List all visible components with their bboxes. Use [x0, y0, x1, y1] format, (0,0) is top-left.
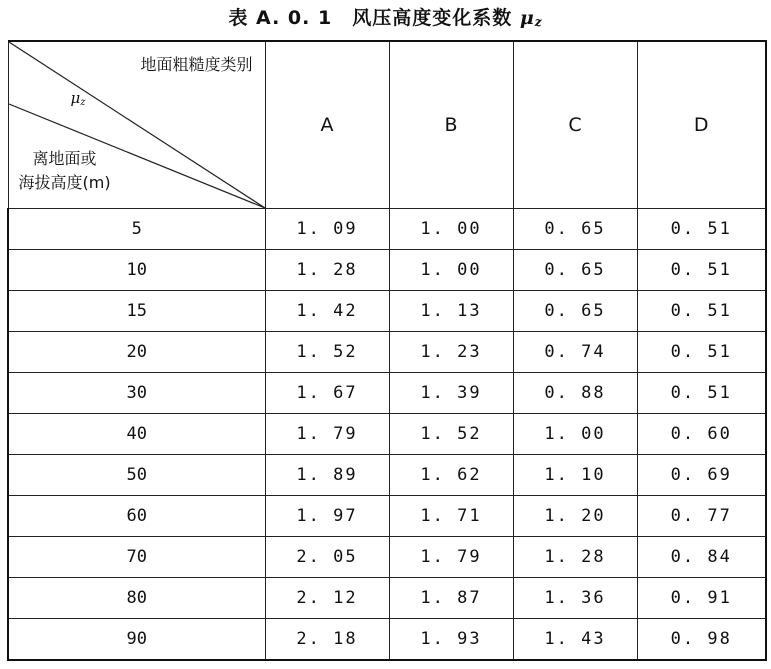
height-cell: 60 [8, 496, 265, 537]
value-cell-c: 1. 28 [513, 537, 637, 578]
value-cell-a: 1. 09 [265, 209, 389, 250]
value-cell-a: 2. 05 [265, 537, 389, 578]
value-cell-a: 1. 42 [265, 291, 389, 332]
table-row [8, 496, 766, 537]
value-cell-a: 1. 89 [265, 455, 389, 496]
value-cell-c: 1. 00 [513, 414, 637, 455]
table-title-text: 表 A. 0. 1 风压高度变化系数 [228, 7, 520, 29]
value-cell-a: 2. 12 [265, 578, 389, 619]
value-cell-b: 1. 23 [389, 332, 513, 373]
value-cell-c: 0. 65 [513, 291, 637, 332]
wind-pressure-coefficient-table [7, 40, 767, 661]
table-row [8, 250, 766, 291]
value-cell-a: 1. 52 [265, 332, 389, 373]
column-header-c: C [513, 41, 637, 209]
table-title [0, 4, 771, 32]
value-cell-a: 1. 79 [265, 414, 389, 455]
table-row [8, 373, 766, 414]
header-row [8, 41, 766, 209]
value-cell-c: 1. 10 [513, 455, 637, 496]
table-row [8, 291, 766, 332]
height-label-line2: 海拔高度(m) [18, 173, 111, 192]
value-cell-c: 0. 88 [513, 373, 637, 414]
value-cell-b: 1. 13 [389, 291, 513, 332]
value-cell-d: 0. 51 [637, 332, 766, 373]
mu-subscript: z [534, 15, 543, 29]
mu-z-label [71, 89, 86, 108]
height-cell: 10 [8, 250, 265, 291]
value-cell-a: 2. 18 [265, 619, 389, 661]
table-row [8, 414, 766, 455]
height-cell: 30 [8, 373, 265, 414]
corner-header-cell [8, 41, 265, 209]
height-cell: 90 [8, 619, 265, 661]
value-cell-c: 0. 74 [513, 332, 637, 373]
height-label-line1: 离地面或 [32, 149, 97, 168]
column-header-d: D [637, 41, 766, 209]
table-row [8, 332, 766, 373]
value-cell-b: 1. 71 [389, 496, 513, 537]
value-cell-d: 0. 60 [637, 414, 766, 455]
column-header-b: B [389, 41, 513, 209]
value-cell-b: 1. 39 [389, 373, 513, 414]
table-row [8, 619, 766, 661]
mu-subscript: z [80, 97, 86, 108]
value-cell-d: 0. 51 [637, 209, 766, 250]
mu-letter: μ [519, 7, 535, 29]
value-cell-d: 0. 69 [637, 455, 766, 496]
height-cell: 15 [8, 291, 265, 332]
height-cell: 5 [8, 209, 265, 250]
value-cell-c: 0. 65 [513, 209, 637, 250]
height-label [19, 147, 111, 195]
value-cell-b: 1. 52 [389, 414, 513, 455]
roughness-category-label: 地面粗糙度类别 [140, 55, 253, 74]
value-cell-d: 0. 51 [637, 250, 766, 291]
value-cell-b: 1. 00 [389, 209, 513, 250]
value-cell-b: 1. 62 [389, 455, 513, 496]
value-cell-c: 1. 20 [513, 496, 637, 537]
height-cell: 40 [8, 414, 265, 455]
value-cell-b: 1. 93 [389, 619, 513, 661]
height-cell: 50 [8, 455, 265, 496]
value-cell-b: 1. 79 [389, 537, 513, 578]
height-cell: 70 [8, 537, 265, 578]
value-cell-d: 0. 98 [637, 619, 766, 661]
height-cell: 20 [8, 332, 265, 373]
value-cell-a: 1. 28 [265, 250, 389, 291]
value-cell-a: 1. 67 [265, 373, 389, 414]
mu-symbol [520, 7, 543, 29]
value-cell-d: 0. 77 [637, 496, 766, 537]
value-cell-d: 0. 91 [637, 578, 766, 619]
column-header-a: A [265, 41, 389, 209]
value-cell-d: 0. 51 [637, 291, 766, 332]
value-cell-c: 1. 43 [513, 619, 637, 661]
value-cell-d: 0. 84 [637, 537, 766, 578]
value-cell-d: 0. 51 [637, 373, 766, 414]
value-cell-c: 1. 36 [513, 578, 637, 619]
height-cell: 80 [8, 578, 265, 619]
value-cell-b: 1. 00 [389, 250, 513, 291]
table-row [8, 578, 766, 619]
table-row [8, 537, 766, 578]
table-row [8, 455, 766, 496]
table-row [8, 209, 766, 250]
value-cell-c: 0. 65 [513, 250, 637, 291]
value-cell-a: 1. 97 [265, 496, 389, 537]
mu-letter: μ [70, 89, 81, 107]
value-cell-b: 1. 87 [389, 578, 513, 619]
